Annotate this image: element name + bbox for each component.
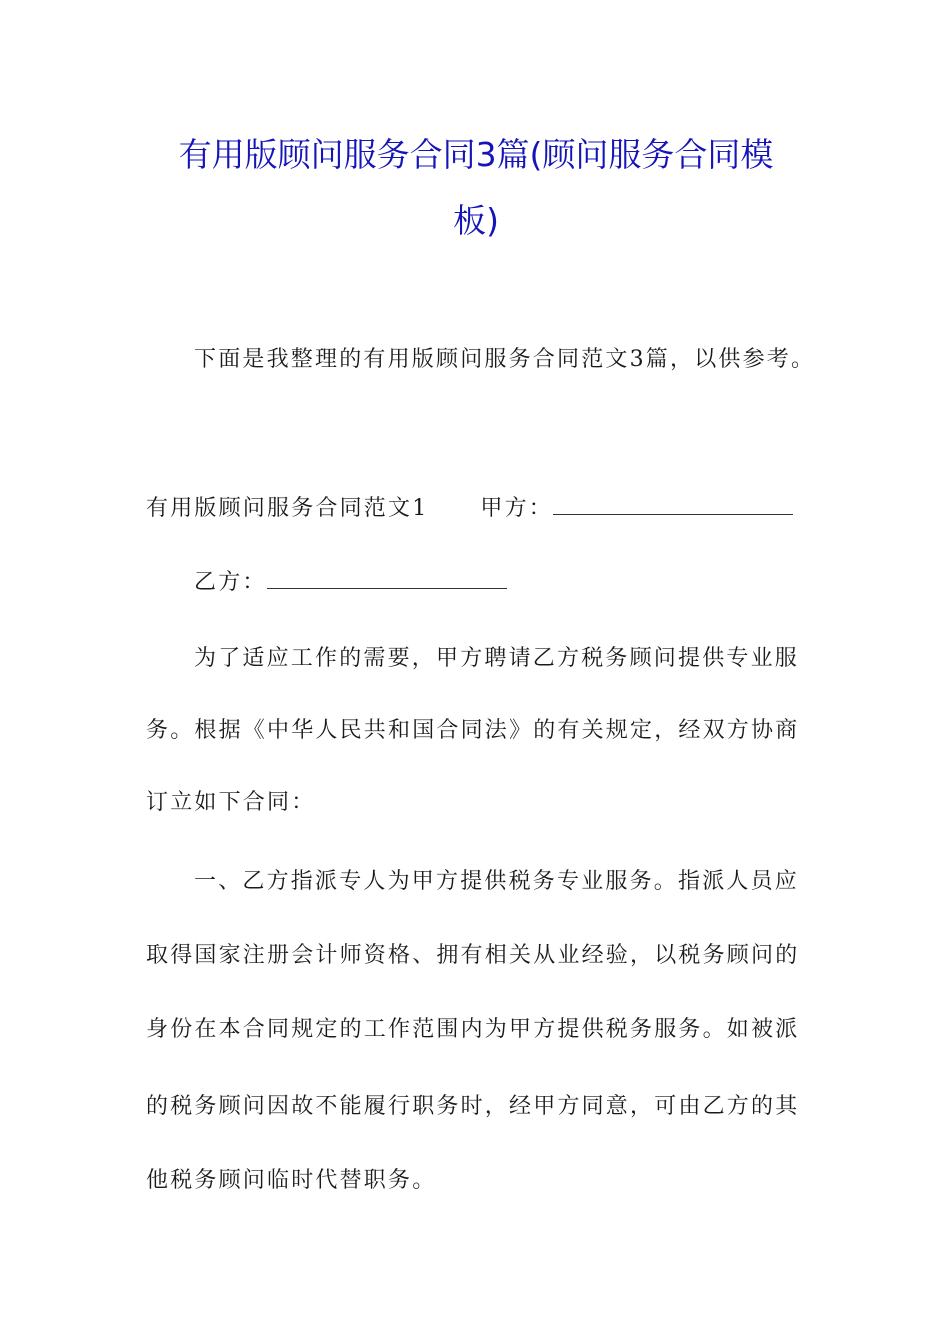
party-a-label: 甲方： <box>480 496 554 521</box>
document-title <box>146 122 806 254</box>
preamble-line-2: 务。根据《中华人民共和国合同法》的有关规定，经双方协商 <box>146 718 800 743</box>
intro-paragraph: 下面是我整理的有用版顾问服务合同范文3篇，以供参考。 <box>194 347 816 372</box>
clause1-line-3: 身份在本合同规定的工作范围内为甲方提供税务服务。如被派 <box>146 1017 800 1042</box>
clause1-line-4: 的税务顾问因故不能履行职务时，经甲方同意，可由乙方的其 <box>146 1094 800 1119</box>
party-a-line <box>146 473 806 545</box>
clause1-line-5: 他税务顾问临时代替职务。 <box>146 1168 437 1193</box>
preamble-line-3: 订立如下合同： <box>146 790 316 815</box>
clause1-line-1: 一、乙方指派专人为甲方提供税务专业服务。指派人员应 <box>194 869 800 894</box>
title-line-2: 板) <box>453 201 499 240</box>
party-b-blank <box>267 570 507 589</box>
party-b-label: 乙方： <box>194 570 267 595</box>
clause1-line-2: 取得国家注册会计师资格、拥有相关从业经验，以税务顾问的 <box>146 943 800 968</box>
party-b-line <box>146 547 806 619</box>
sample-heading: 有用版顾问服务合同范文1 <box>146 496 429 521</box>
party-a-blank <box>553 496 793 515</box>
title-line-1: 有用版顾问服务合同3篇(顾问服务合同模 <box>178 135 774 174</box>
preamble-line-1: 为了适应工作的需要，甲方聘请乙方税务顾问提供专业服 <box>194 646 800 671</box>
